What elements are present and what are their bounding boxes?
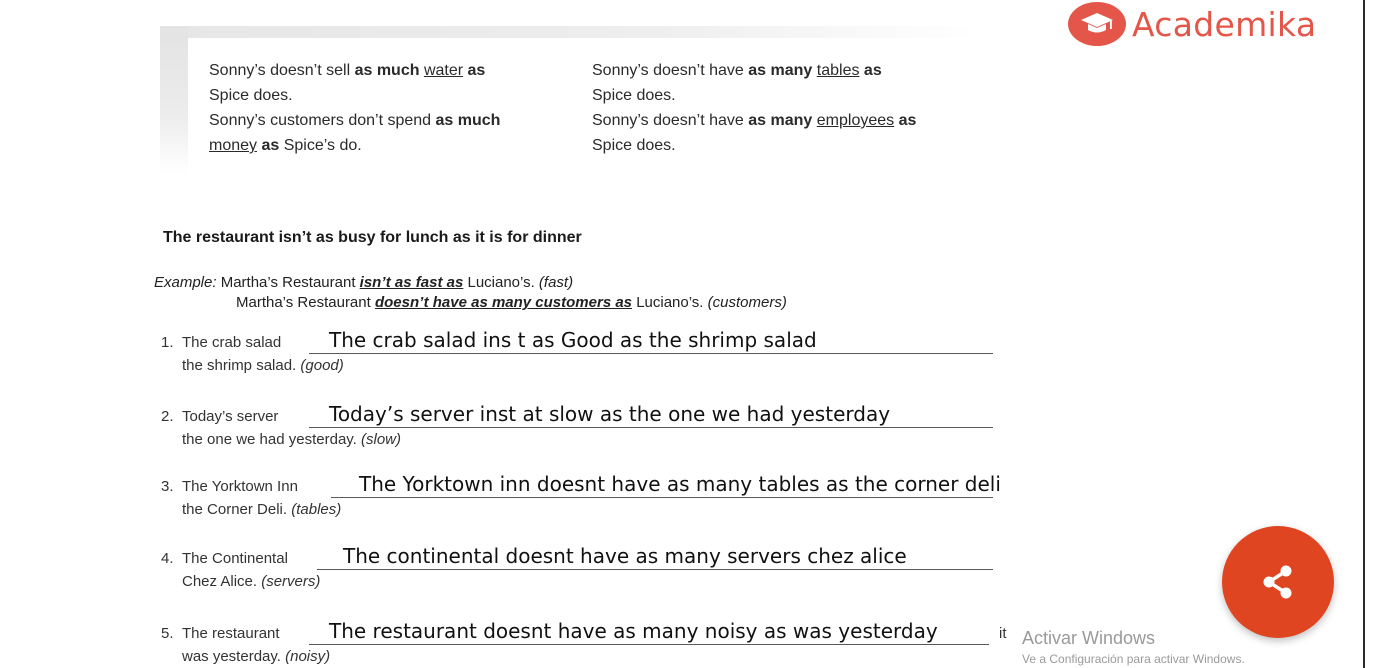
exercise-item-4: 4. The Continental The continental doesnt have as many servers chez alice Chez Alice. (servers): [161, 550, 320, 592]
exercise-hint: (slow): [361, 431, 402, 448]
exercise-tail-text: it: [999, 625, 1007, 642]
answer-input-2[interactable]: Today’s server inst at slow as the one we had yesterday: [329, 402, 891, 426]
exercise-item-5: 5. The restaurant The restaurant doesnt have as many noisy as was yesterday it was yesterday. (noisy): [161, 619, 1007, 665]
answer-input-1[interactable]: The crab salad ins t as Good as the shrimp salad: [329, 328, 817, 352]
page-divider: [1363, 0, 1365, 668]
exercise-prompt: The Yorktown Inn: [182, 478, 298, 495]
exercise-hint: (servers): [261, 573, 321, 590]
exercise-item-3: 3. The Yorktown Inn The Yorktown inn doesnt have as many tables as the corner deli the Corner Deli. (tables): [161, 472, 1001, 518]
info-right-column: Sonny’s doesn’t have as many tables as Spice does. Sonny’s doesn’t have as many employees as Spice does.: [592, 62, 917, 154]
exercise-prompt: Today’s server: [182, 408, 279, 425]
answer-input-4[interactable]: The continental doesnt have as many servers chez alice: [343, 544, 907, 568]
share-icon: [1258, 562, 1298, 602]
answer-input-5[interactable]: The restaurant doesnt have as many noisy as was yesterday: [329, 619, 938, 643]
exercise-hint: (noisy): [285, 648, 331, 665]
section-title: The restaurant isn’t as busy for lunch as it is for dinner: [163, 229, 582, 246]
comparison-info-box: [160, 26, 980, 174]
info-left-column: Sonny’s doesn’t sell as much water as Spice does. Sonny’s customers don’t spend as much money as Spice’s do.: [209, 62, 501, 154]
answer-line: [309, 353, 993, 354]
exercise-prompt: The crab salad: [182, 334, 282, 351]
logo-text: Academika: [1132, 4, 1317, 44]
answer-line: [317, 569, 993, 570]
exercise-prompt: The Continental: [182, 550, 288, 567]
academika-logo[interactable]: [1068, 2, 1316, 46]
answer-line: [331, 497, 993, 498]
share-button[interactable]: [1222, 526, 1334, 638]
answer-input-3[interactable]: The Yorktown inn doesnt have as many tables as the corner deli: [359, 472, 1001, 496]
answer-line: [309, 644, 989, 645]
exercise-item-2: 2. Today’s server Today’s server inst at slow as the one we had yesterday the one we had yesterday. (slow): [161, 408, 401, 450]
exercise-prompt: The restaurant: [182, 625, 280, 642]
example-block: Example: Martha’s Restaurant isn’t as fast as Luciano’s. (fast) Martha’s Restaurant doesn’t have as many customers as Luciano’s. (customers): [154, 274, 787, 311]
windows-activation-watermark: Activar Windows Ve a Configuración para activar Windows.: [1022, 628, 1245, 666]
exercise-hint: (good): [300, 357, 344, 374]
graduation-cap-icon: [1068, 2, 1126, 46]
exercise-hint: (tables): [291, 501, 342, 518]
answer-line: [309, 427, 993, 428]
exercise-item-1: 1. The crab salad The crab salad ins t as Good as the shrimp salad the shrimp salad. (good): [161, 334, 344, 376]
